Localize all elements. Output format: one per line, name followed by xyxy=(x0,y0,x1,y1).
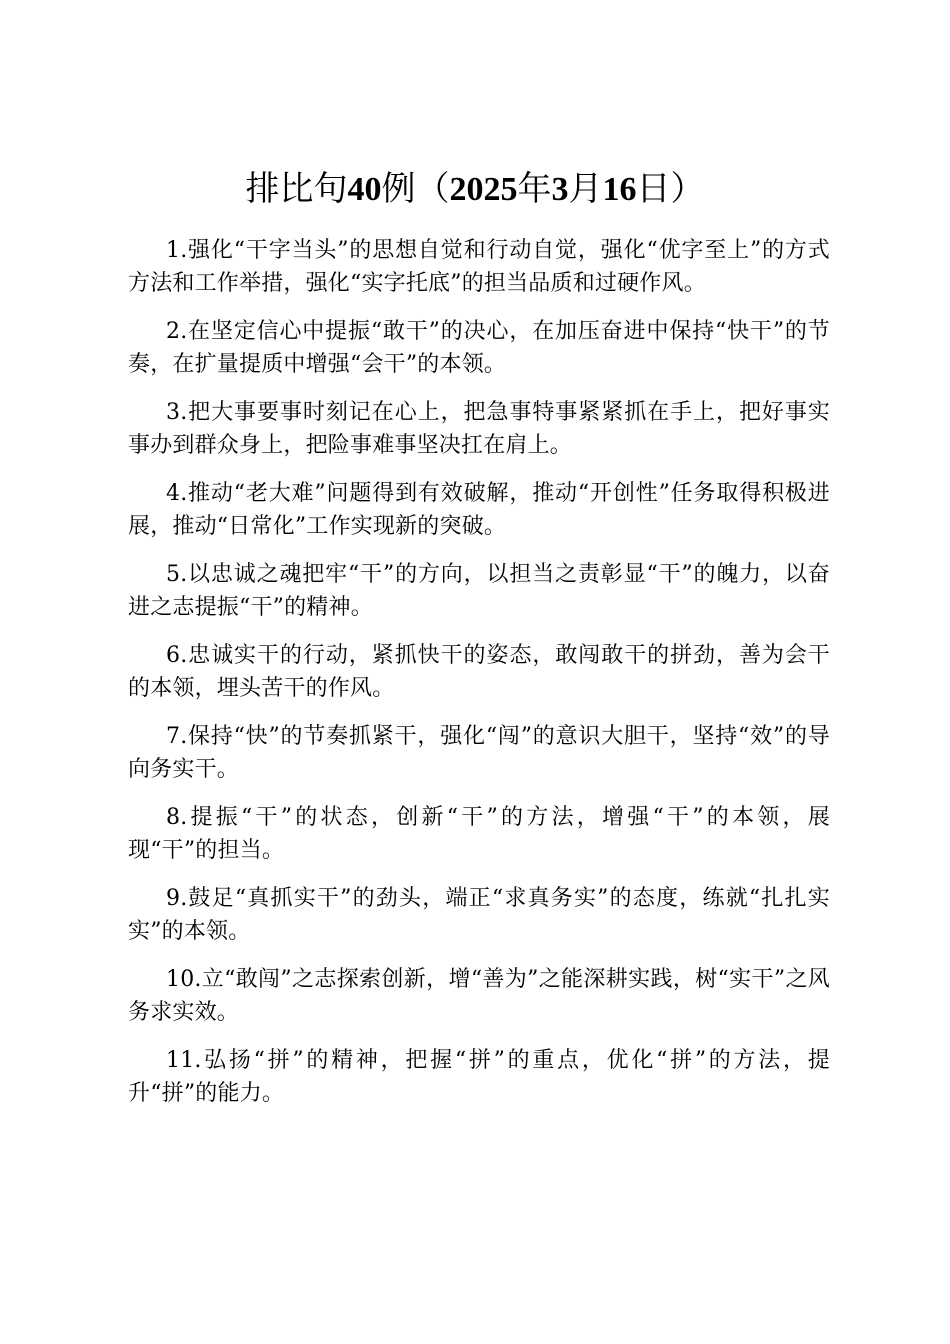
document-title xyxy=(0,166,950,213)
title-year: 2025 xyxy=(449,171,518,208)
title-text-3: 年 xyxy=(517,169,552,209)
paragraph-2: 2.在坚定信心中提振“敢干”的决心，在加压奋进中保持“快干”的节奏，在扩量提质中增强“会干”的本领。 xyxy=(128,319,830,377)
title-month: 3 xyxy=(551,171,569,208)
title-count: 40 xyxy=(347,171,382,208)
paragraph-3: 3.把大事要事时刻记在心上，把急事特事紧紧抓在手上，把好事实事办到群众身上，把险事难事坚决扛在肩上。 xyxy=(128,400,830,458)
paragraph-11: 11.弘扬“拼”的精神，把握“拼”的重点，优化“拼”的方法，提升“拼”的能力。 xyxy=(128,1048,830,1106)
title-text-2: 例（ xyxy=(381,169,450,209)
paragraph-10: 10.立“敢闯”之志探索创新，增“善为”之能深耕实践，树“实干”之风务求实效。 xyxy=(128,967,830,1025)
paragraph-9: 9.鼓足“真抓实干”的劲头，端正“求真务实”的态度，练就“扎扎实实”的本领。 xyxy=(128,886,830,944)
title-text-1: 排比句 xyxy=(245,169,348,209)
paragraph-6: 6.忠诚实干的行动，紧抓快干的姿态，敢闯敢干的拼劲，善为会干的本领，埋头苦干的作风。 xyxy=(128,643,830,701)
title-text-4: 月 xyxy=(568,169,603,209)
paragraph-1: 1.强化“干字当头”的思想自觉和行动自觉，强化“优字至上”的方式方法和工作举措，强化“实字托底”的担当品质和过硬作风。 xyxy=(128,238,830,296)
paragraph-7: 7.保持“快”的节奏抓紧干，强化“闯”的意识大胆干，坚持“效”的导向务实干。 xyxy=(128,724,830,782)
document-body xyxy=(128,234,830,1125)
title-day: 16 xyxy=(602,171,637,208)
paragraph-8: 8.提振“干”的状态，创新“干”的方法，增强“干”的本领，展现“干”的担当。 xyxy=(128,805,830,863)
paragraph-4: 4.推动“老大难”问题得到有效破解，推动“开创性”任务取得积极进展，推动“日常化”工作实现新的突破。 xyxy=(128,481,830,539)
paragraph-5: 5.以忠诚之魂把牢“干”的方向，以担当之责彰显“干”的魄力，以奋进之志提振“干”的精神。 xyxy=(128,562,830,620)
title-text-5: 日） xyxy=(636,169,705,209)
